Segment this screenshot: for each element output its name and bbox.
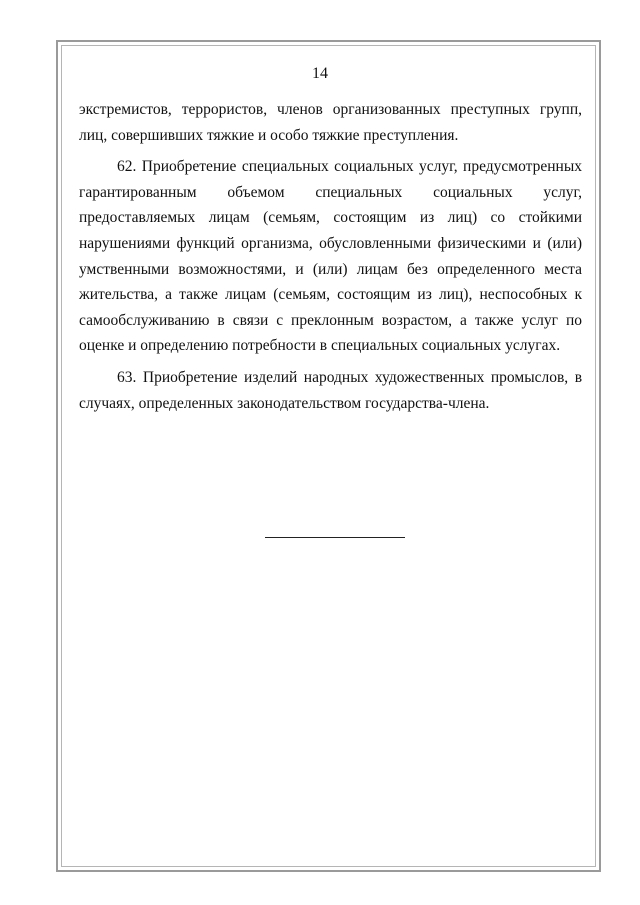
document-body xyxy=(79,97,582,416)
item-number: 62. xyxy=(117,158,137,176)
item-number: 63. xyxy=(117,368,137,386)
item-text: Приобретение специальных социальных услуг, предусмотренных гарантированным объемом специальных социальных услуг, предоставляемых лицам (семьям, состоящим из лиц) со стойкими нарушениями функций организма, обусловленными физическими и (или) умственными возможностями, и (или) лицам без определенного места жительства, а также лицам (семьям, состоящим из лиц), неспособных к самообслуживанию в связи с преклонным возрастом, а также услуг по оценке и определению потребности в специальных социальных услугах. xyxy=(79,158,582,355)
page-number: 14 xyxy=(312,65,328,82)
item-text: Приобретение изделий народных художественных промыслов, в случаях, определенных законодательством государства-члена. xyxy=(79,368,583,412)
end-separator-line xyxy=(265,537,405,538)
paragraph-item-63 xyxy=(79,365,582,416)
paragraph-continuation: экстремистов, террористов, членов организованных преступных групп, лиц, совершивших тяжкие и особо тяжкие преступления. xyxy=(79,101,582,144)
paragraph-item-62 xyxy=(79,154,582,359)
